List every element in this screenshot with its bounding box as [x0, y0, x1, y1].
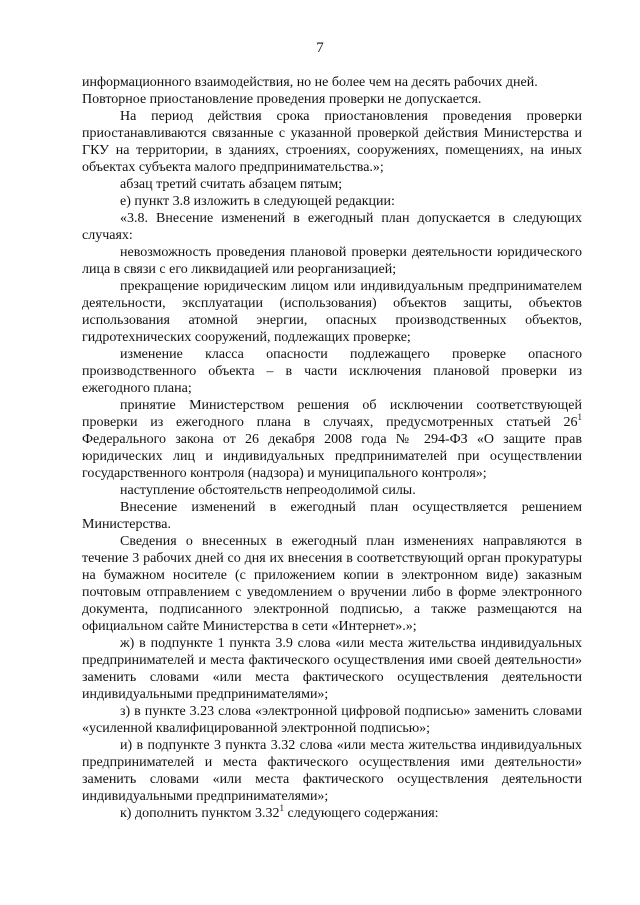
superscript: 1 [279, 803, 284, 813]
paragraph: невозможность проведения плановой проверки деятельности юридического лица в связи с его ликвидацией или реорганизацией; [82, 245, 582, 277]
paragraph: Повторное приостановление проведения проверки не допускается. [82, 92, 482, 107]
paragraph-text: к) дополнить пунктом 3.32 [120, 806, 280, 821]
paragraph: прекращение юридическим лицом или индивидуальным предпринимателем деятельности, эксплуатации (использования) объектов защиты, объектов использования атомной энергии, опасных производственных объектов, гидротехнических сооружений, подлежащих проверке; [82, 279, 582, 345]
paragraph: Внесение изменений в ежегодный план осуществляется решением Министерства. [82, 500, 582, 532]
paragraph-with-footnote-ref [82, 397, 582, 482]
paragraph-text: следующего содержания: [284, 806, 439, 821]
paragraph: информационного взаимодействия, но не более чем на десять рабочих дней. [82, 75, 538, 90]
page-number: 7 [316, 40, 324, 56]
paragraph-with-footnote-ref [82, 805, 582, 822]
paragraph: Сведения о внесенных в ежегодный план изменениях направляются в течение 3 рабочих дней со дня их внесения в соответствующий орган прокуратуры на бумажном носителе (с приложением копии в электронном виде) заказным почтовым отправлением с уведомлением о вручении либо в форме электронного документа, подписанного электронной подписью, а также размещаются на официальном сайте Министерства в сети «Интернет».»; [82, 534, 582, 634]
paragraph: «3.8. Внесение изменений в ежегодный план допускается в следующих случаях: [82, 211, 582, 243]
paragraph: изменение класса опасности подлежащего проверке опасного производственного объекта – в части исключения плановой проверки из ежегодного плана; [82, 347, 582, 396]
paragraph-text: Федерального закона от 26 декабря 2008 года № 294-ФЗ «О защите прав юридических лиц и индивидуальных предпринимателей при осуществлении государственного контроля (надзора) и муниципального контроля»; [82, 432, 582, 481]
paragraph-text: принятие Министерством решения об исключении соответствующей проверки из ежегодного плана в случаях, предусмотренных статьей 26 [82, 398, 582, 430]
document-body [82, 74, 582, 822]
paragraph: абзац третий считать абзацем пятым; [120, 177, 343, 192]
superscript: 1 [577, 412, 582, 422]
paragraph: е) пункт 3.8 изложить в следующей редакции: [120, 194, 395, 209]
paragraph: наступление обстоятельств непреодолимой силы. [120, 483, 416, 498]
paragraph: з) в пункте 3.23 слова «электронной цифровой подписью» заменить словами «усиленной квалифицированной электронной подписью»; [82, 704, 582, 736]
paragraph: и) в подпункте 3 пункта 3.32 слова «или места жительства индивидуальных предпринимателей и места фактического осуществления ими деятельности» заменить словами «или места фактического осуществления деятельности индивидуальными предпринимателями»; [82, 738, 582, 804]
paragraph: На период действия срока приостановления проведения проверки приостанавливаются связанные с указанной проверкой действия Министерства и ГКУ на территории, в зданиях, строениях, сооружениях, помещениях, на иных объектах субъекта малого предпринимательства.»; [82, 109, 582, 175]
paragraph: ж) в подпункте 1 пункта 3.9 слова «или места жительства индивидуальных предпринимателей и места фактического осуществления ими своей деятельности» заменить словами «или места фактического осуществления деятельности индивидуальными предпринимателями»; [82, 636, 582, 702]
